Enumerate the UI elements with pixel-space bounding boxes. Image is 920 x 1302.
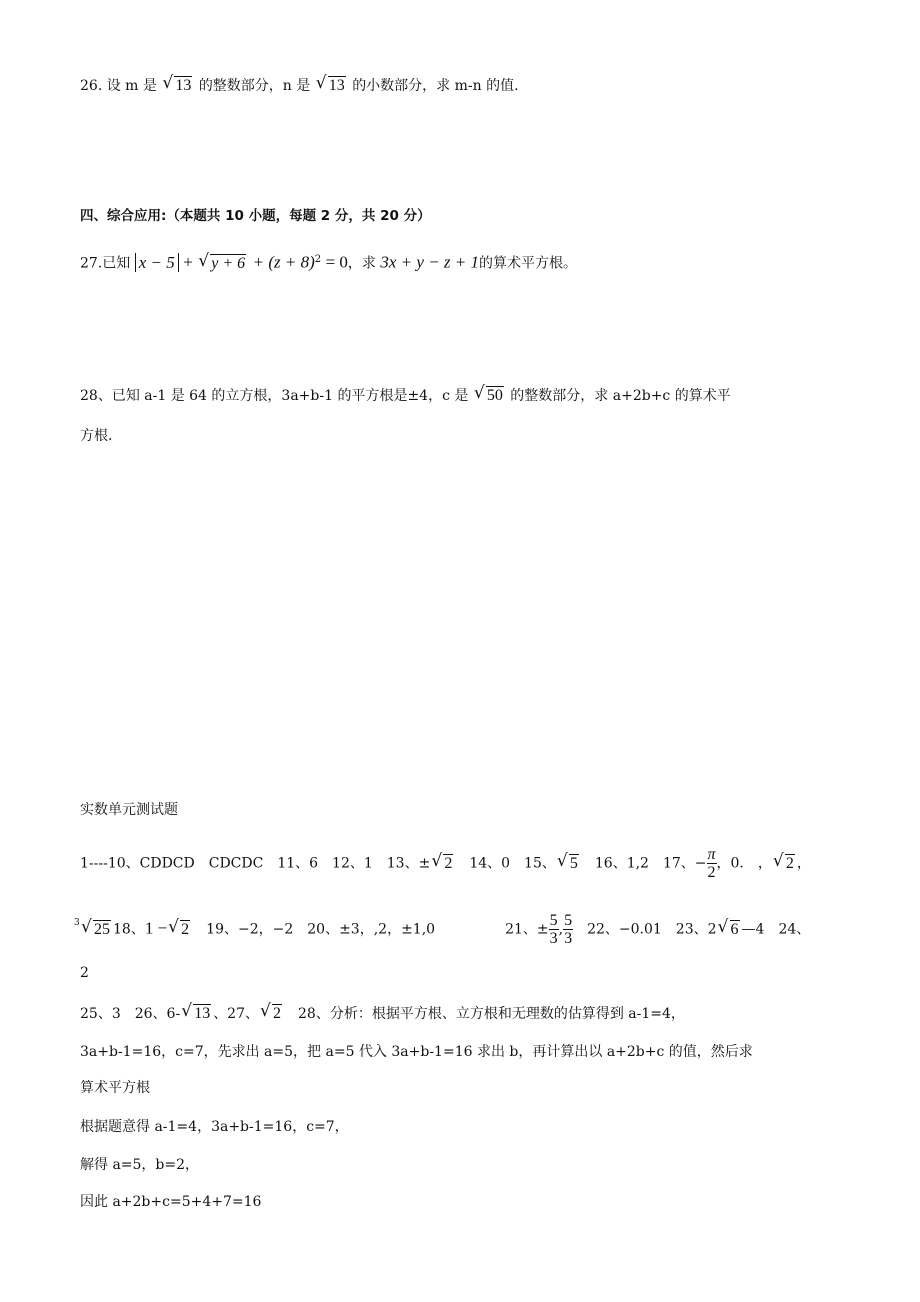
answer-27-label: 、27、 [213, 1006, 260, 1022]
sqrt-50: √ 50 [475, 386, 504, 406]
q27-text-2: ，求 [347, 255, 376, 272]
answer-18-label: 18、 [113, 921, 145, 938]
sqrt-2-ans27: √ 2 [261, 1004, 282, 1024]
answers-14-15: 14、0 15、 [455, 855, 556, 872]
answers-line-4 [80, 1004, 685, 1024]
answers-line-5: 3a+b-1=16，c=7，先求出 a=5，把 a=5 代入 3a+b-1=16 求出 b，再计算出以 a+2b+c 的值，然后求 [80, 1044, 753, 1060]
fraction-comma: , [558, 921, 564, 938]
answers-17-rest: ，0. ， [716, 855, 772, 872]
answer-21-label: 21、± [505, 921, 549, 938]
answers-line-7: 根据题意得 a-1=4，3a+b-1=16，c=7， [80, 1119, 349, 1135]
q26-text-2: 的整数部分，n 是 [198, 78, 311, 94]
section-4-heading: 四、综合应用:（本题共 10 小题，每题 2 分，共 20 分） [80, 208, 431, 224]
pi-over-2-fraction: $\frac{\pi}{2}$ [707, 846, 716, 881]
answers-line-2 [74, 912, 811, 947]
answers-line1-end: ， [796, 855, 811, 872]
question-28 [80, 386, 731, 406]
square-term: + (z + 8) [252, 252, 315, 272]
sqrt-2-ans17: √ 2 [774, 854, 795, 874]
question-26 [80, 76, 519, 96]
answers-19-20: 19、−2，−2 20、±3，,2，±1,0 [192, 921, 436, 938]
answers-23-24: —4 24、 [741, 921, 811, 938]
plus-sign: + [183, 252, 193, 272]
answers-25-26: 25、3 26、6- [80, 1006, 181, 1022]
sqrt-13: √ 13 [163, 76, 192, 96]
q27-text-1: 已知 [102, 255, 131, 272]
five-thirds-fraction-1: $\frac{5}{3}$ [549, 912, 558, 947]
answers-1-to-13: 1----10、CDDCD CDCDC 11、6 12、1 13、± [80, 855, 431, 872]
q28-text-2: 的整数部分，求 a+2b+c 的算术平 [510, 388, 731, 404]
answers-title: 实数单元测试题 [80, 802, 178, 818]
sqrt-2-ans13: √ 2 [432, 854, 453, 874]
abs-value-expression: x − 5 [135, 253, 179, 272]
sqrt-13-second: √ 13 [317, 76, 346, 96]
sqrt-2-ans18: √ 2 [169, 920, 190, 940]
answers-line-1 [80, 846, 811, 881]
q26-text-1: 设 m 是 [106, 78, 157, 94]
sqrt-6-ans23: √ 6 [719, 920, 740, 940]
answers-line-6: 算术平方根 [80, 1080, 150, 1096]
equals-zero: = 0 [325, 252, 348, 272]
answers-22-23: 22、−0.01 23、2 [573, 921, 717, 938]
cube-root-25: 3 √ 25 [80, 922, 113, 938]
q27-text-3: 的算术平方根。 [479, 255, 577, 272]
q28-line-2: 方根. [80, 428, 113, 444]
q27-number: 27. [80, 255, 103, 272]
exponent-2: 2 [314, 254, 322, 265]
answers-line-8: 解得 a=5，b=2， [80, 1157, 200, 1173]
target-expression: 3x + y − z + 1 [380, 252, 479, 272]
five-thirds-fraction-2: $\frac{5}{3}$ [564, 912, 573, 947]
question-27 [80, 250, 577, 274]
sqrt-13-ans26: √ 13 [182, 1004, 211, 1024]
answer-28-analysis: 28、分析：根据平方根、立方根和无理数的估算得到 a-1=4， [284, 1006, 685, 1022]
answers-16-17: 16、1,2 17、− [580, 855, 707, 872]
q28-text-1: 28、已知 a-1 是 64 的立方根，3a+b-1 的平方根是±4，c 是 [80, 388, 469, 404]
sqrt-5-ans15: √ 5 [558, 854, 579, 874]
answers-line-9: 因此 a+2b+c=5+4+7=16 [80, 1194, 262, 1210]
answer-18-expression: 1 − [144, 918, 168, 938]
q26-text-3: 的小数部分，求 m-n 的值. [352, 78, 519, 94]
q26-number: 26. [80, 78, 103, 94]
sqrt-y-plus-6: √ y + 6 [199, 254, 246, 274]
answers-line-3: 2 [80, 965, 89, 981]
